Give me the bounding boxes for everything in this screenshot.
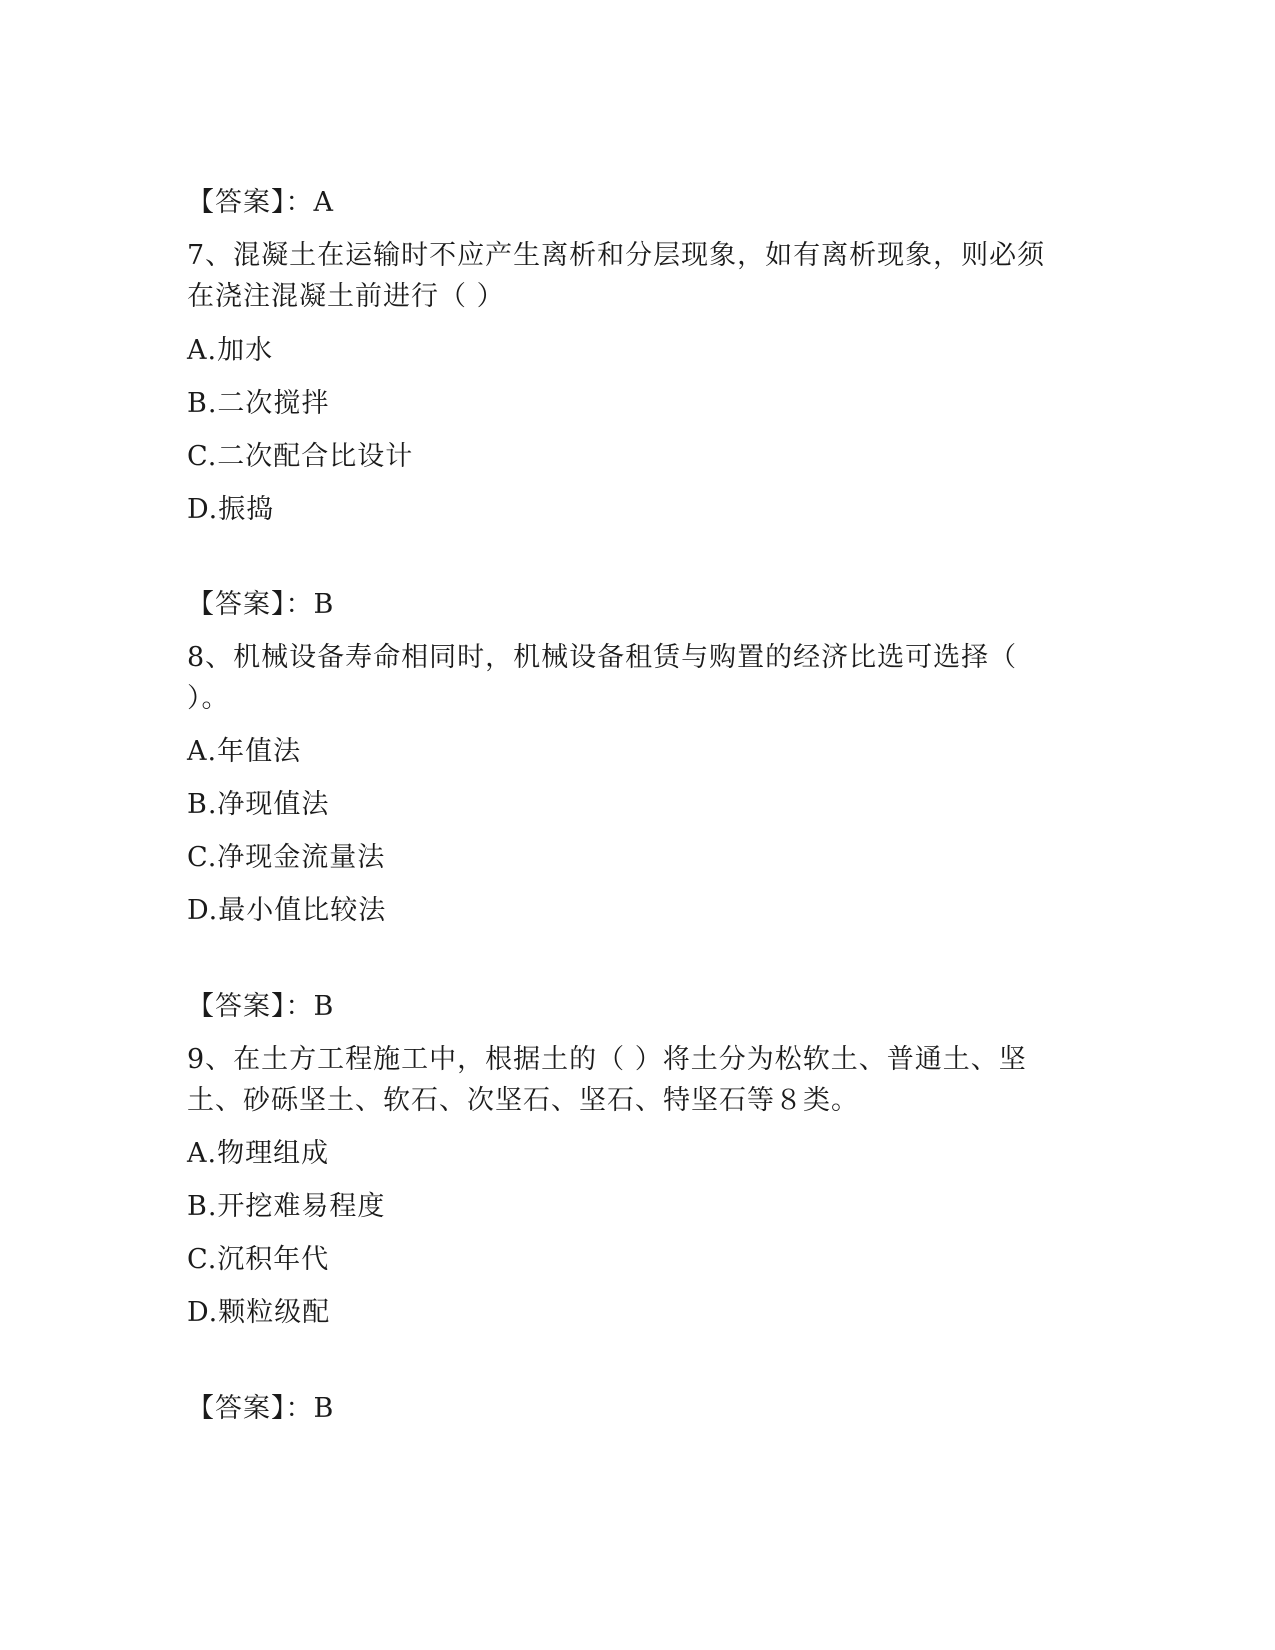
question-8-line-2: ）。	[187, 683, 230, 714]
question-9-line-2: 土、砂砾坚土、软石、次坚石、坚石、特坚石等８类。	[187, 1085, 859, 1116]
question-9-option-c: C.沉积年代	[187, 1244, 330, 1275]
question-8-option-a: A.年值法	[187, 736, 302, 767]
question-7-line-2: 在浇注混凝土前进行（ ）	[187, 281, 505, 312]
question-9-option-b: B.开挖难易程度	[187, 1191, 386, 1222]
question-7-option-c: C.二次配合比设计	[187, 441, 414, 472]
question-7-option-b: B.二次搅拌	[187, 388, 330, 419]
question-9-line-1: 9、在土方工程施工中，根据土的（ ）将土分为松软土、普通土、坚	[187, 1044, 1027, 1075]
question-8-option-b: B.净现值法	[187, 789, 330, 820]
answer-6: 【答案】：A	[187, 187, 334, 218]
question-9-option-d: D.颗粒级配	[187, 1297, 331, 1328]
question-8-line-1: 8、机械设备寿命相同时，机械设备租赁与购置的经济比选可选择（	[187, 642, 1018, 673]
question-9-option-a: A.物理组成	[187, 1138, 330, 1169]
question-7-option-a: A.加水	[187, 335, 274, 366]
answer-9: 【答案】：B	[187, 1393, 335, 1424]
answer-7: 【答案】：B	[187, 589, 335, 620]
question-8-option-d: D.最小值比较法	[187, 895, 387, 926]
answer-8: 【答案】：B	[187, 991, 335, 1022]
question-8-option-c: C.净现金流量法	[187, 842, 386, 873]
question-7-line-1: 7、混凝土在运输时不应产生离析和分层现象，如有离析现象，则必须	[187, 240, 1046, 271]
question-7-option-d: D.振捣	[187, 494, 275, 525]
